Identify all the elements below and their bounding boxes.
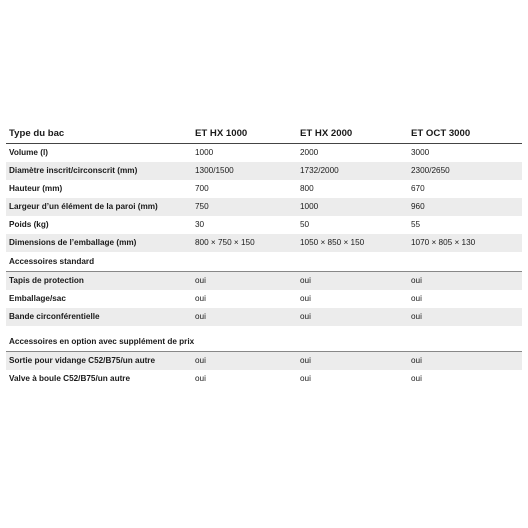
cell-value: 30	[195, 220, 205, 229]
row-label: Valve à boule C52/B75/un autre	[9, 374, 131, 383]
section-title: Accessoires en option avec supplément de prix	[9, 337, 195, 346]
cell-value: 1000	[195, 148, 214, 157]
cell-value: oui	[195, 312, 206, 321]
table-row	[6, 234, 522, 252]
cell-value: 1300/1500	[195, 166, 234, 175]
cell-value: oui	[300, 312, 311, 321]
cell-value: oui	[300, 276, 311, 285]
row-label: Largeur d’un élément de la paroi (mm)	[9, 202, 158, 211]
table-row	[6, 198, 522, 216]
spec-table	[6, 124, 522, 388]
cell-value: 1050 × 850 × 150	[300, 238, 365, 247]
cell-value: 960	[411, 202, 425, 211]
section-title: Accessoires standard	[9, 257, 95, 266]
table-row	[6, 216, 522, 234]
cell-value: oui	[300, 294, 311, 303]
table-row	[6, 290, 522, 308]
row-label: Hauteur (mm)	[9, 184, 63, 193]
row-label: Diamètre inscrit/circonscrit (mm)	[9, 166, 138, 175]
cell-value: oui	[411, 356, 422, 365]
cell-value: 1070 × 805 × 130	[411, 238, 476, 247]
cell-value: 670	[411, 184, 425, 193]
cell-value: oui	[195, 374, 206, 383]
row-label: Tapis de protection	[9, 276, 84, 285]
cell-value: 3000	[411, 148, 430, 157]
header-model-3: ET OCT 3000	[411, 128, 471, 139]
header-model-2: ET HX 2000	[300, 128, 353, 139]
row-label: Dimensions de l’emballage (mm)	[9, 238, 137, 247]
row-label: Sortie pour vidange C52/B75/un autre	[9, 356, 156, 365]
cell-value: oui	[411, 294, 422, 303]
row-label: Emballage/sac	[9, 294, 66, 303]
table-row	[6, 180, 522, 198]
table-row	[6, 162, 522, 180]
cell-value: oui	[411, 312, 422, 321]
table-row	[6, 370, 522, 388]
cell-value: 1732/2000	[300, 166, 339, 175]
row-label: Volume (l)	[9, 148, 48, 157]
cell-value: oui	[195, 356, 206, 365]
cell-value: oui	[300, 356, 311, 365]
cell-value: 750	[195, 202, 209, 211]
cell-value: oui	[195, 276, 206, 285]
row-gap	[6, 326, 522, 332]
cell-value: 2000	[300, 148, 319, 157]
cell-value: oui	[411, 276, 422, 285]
cell-value: oui	[300, 374, 311, 383]
cell-value: 50	[300, 220, 310, 229]
cell-value: 700	[195, 184, 209, 193]
cell-value: 55	[411, 220, 421, 229]
header-type: Type du bac	[9, 128, 65, 139]
cell-value: 800	[300, 184, 314, 193]
header-model-1: ET HX 1000	[195, 128, 248, 139]
table-row	[6, 352, 522, 370]
cell-value: oui	[195, 294, 206, 303]
cell-value: 2300/2650	[411, 166, 450, 175]
table-header	[6, 124, 522, 144]
table-row	[6, 272, 522, 290]
section-standard	[6, 253, 522, 272]
cell-value: 1000	[300, 202, 319, 211]
row-label: Bande circonférentielle	[9, 312, 100, 321]
table-row	[6, 308, 522, 326]
section-optional	[6, 333, 522, 352]
cell-value: 800 × 750 × 150	[195, 238, 255, 247]
cell-value: oui	[411, 374, 422, 383]
row-label: Poids (kg)	[9, 220, 49, 229]
table-row	[6, 144, 522, 162]
